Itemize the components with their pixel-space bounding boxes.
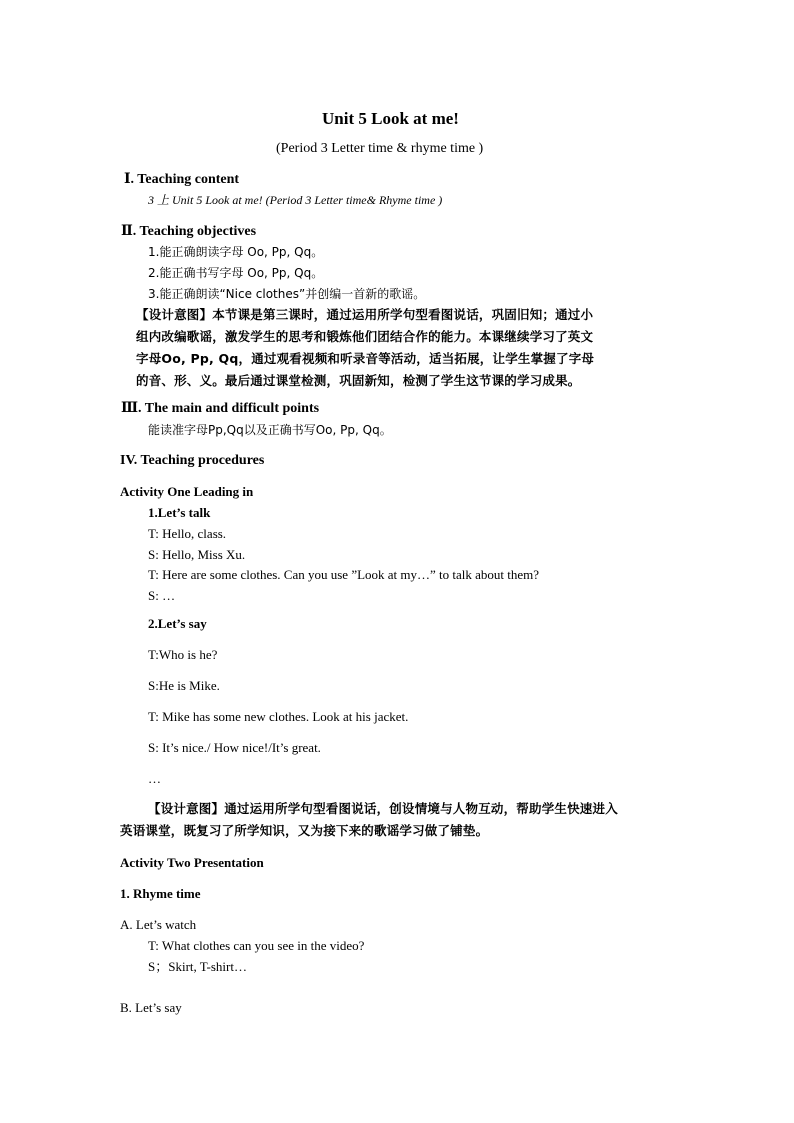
design-intent-1-line-2: 组内改编歌谣，激发学生的思考和锻炼他们团结合作的能力。本课继续学习了英文 (136, 329, 594, 344)
activity-two-heading: Activity Two Presentation (120, 855, 264, 870)
section-heading-procedures: IV. Teaching procedures (120, 453, 265, 468)
design-intent-2-line-1: 【设计意图】通过运用所学句型看图说话，创设情境与人物互动，帮助学生快速进入 (148, 801, 618, 816)
section-heading-main-points: Ⅲ. The main and difficult points (121, 401, 320, 416)
watch-line-2: S；Skirt, T-shirt… (148, 959, 247, 974)
say-line-4: S: It’s nice./ How nice!/It’s great. (148, 740, 321, 755)
objective-3: 3.能正确朗读“Nice clothes”并创编一首新的歌谣。 (148, 287, 426, 301)
page-title: Unit 5 Look at me! (322, 109, 459, 128)
section-heading-teaching-content: Ⅰ. Teaching content (124, 172, 240, 187)
lets-talk-heading: 1.Let’s talk (148, 505, 211, 520)
talk-line-3: T: Here are some clothes. Can you use ”Look at my…” to talk about them? (148, 567, 540, 582)
rhyme-time-heading: 1. Rhyme time (120, 886, 201, 901)
objective-1: 1.能正确朗读字母 Oo, Pp, Qq。 (148, 245, 324, 259)
page-subtitle: (Period 3 Letter time & rhyme time ) (276, 141, 484, 156)
lets-say-heading: 2.Let’s say (148, 616, 207, 631)
talk-line-1: T: Hello, class. (148, 526, 227, 541)
design-intent-1-line-4: 的音、形、义。最后通过课堂检测，巩固新知，检测了学生这节课的学习成果。 (136, 373, 581, 388)
say-line-2: S:He is Mike. (148, 678, 220, 693)
watch-line-1: T: What clothes can you see in the video? (148, 938, 365, 953)
lets-watch-heading: A. Let’s watch (120, 917, 197, 932)
talk-line-4: S: … (148, 588, 176, 603)
objective-2: 2.能正确书写字母 Oo, Pp, Qq。 (148, 266, 324, 280)
activity-one-heading: Activity One Leading in (120, 484, 254, 499)
section-heading-teaching-objectives: Ⅱ. Teaching objectives (121, 224, 257, 239)
teaching-content-line: 3 上 Unit 5 Look at me! (Period 3 Letter time& Rhyme time ) (148, 193, 443, 207)
talk-line-2: S: Hello, Miss Xu. (148, 547, 246, 562)
say-line-1: T:Who is he? (148, 647, 218, 662)
say-line-5: … (148, 771, 161, 786)
design-intent-2-line-2: 英语课堂，既复习了所学知识，又为接下来的歌谣学习做了铺垫。 (120, 823, 489, 838)
say-line-3: T: Mike has some new clothes. Look at his jacket. (148, 709, 409, 724)
lets-say-b-heading: B. Let’s say (120, 1000, 182, 1015)
design-intent-1-line-3: 字母Oo, Pp, Qq，通过观看视频和听录音等活动，适当拓展，让学生掌握了字母 (136, 351, 595, 366)
design-intent-1-line-1: 【设计意图】本节课是第三课时，通过运用所学句型看图说话，巩固旧知；通过小 (136, 307, 594, 322)
main-points-line: 能读准字母Pp,Qq以及正确书写Oo, Pp, Qq。 (148, 423, 392, 437)
